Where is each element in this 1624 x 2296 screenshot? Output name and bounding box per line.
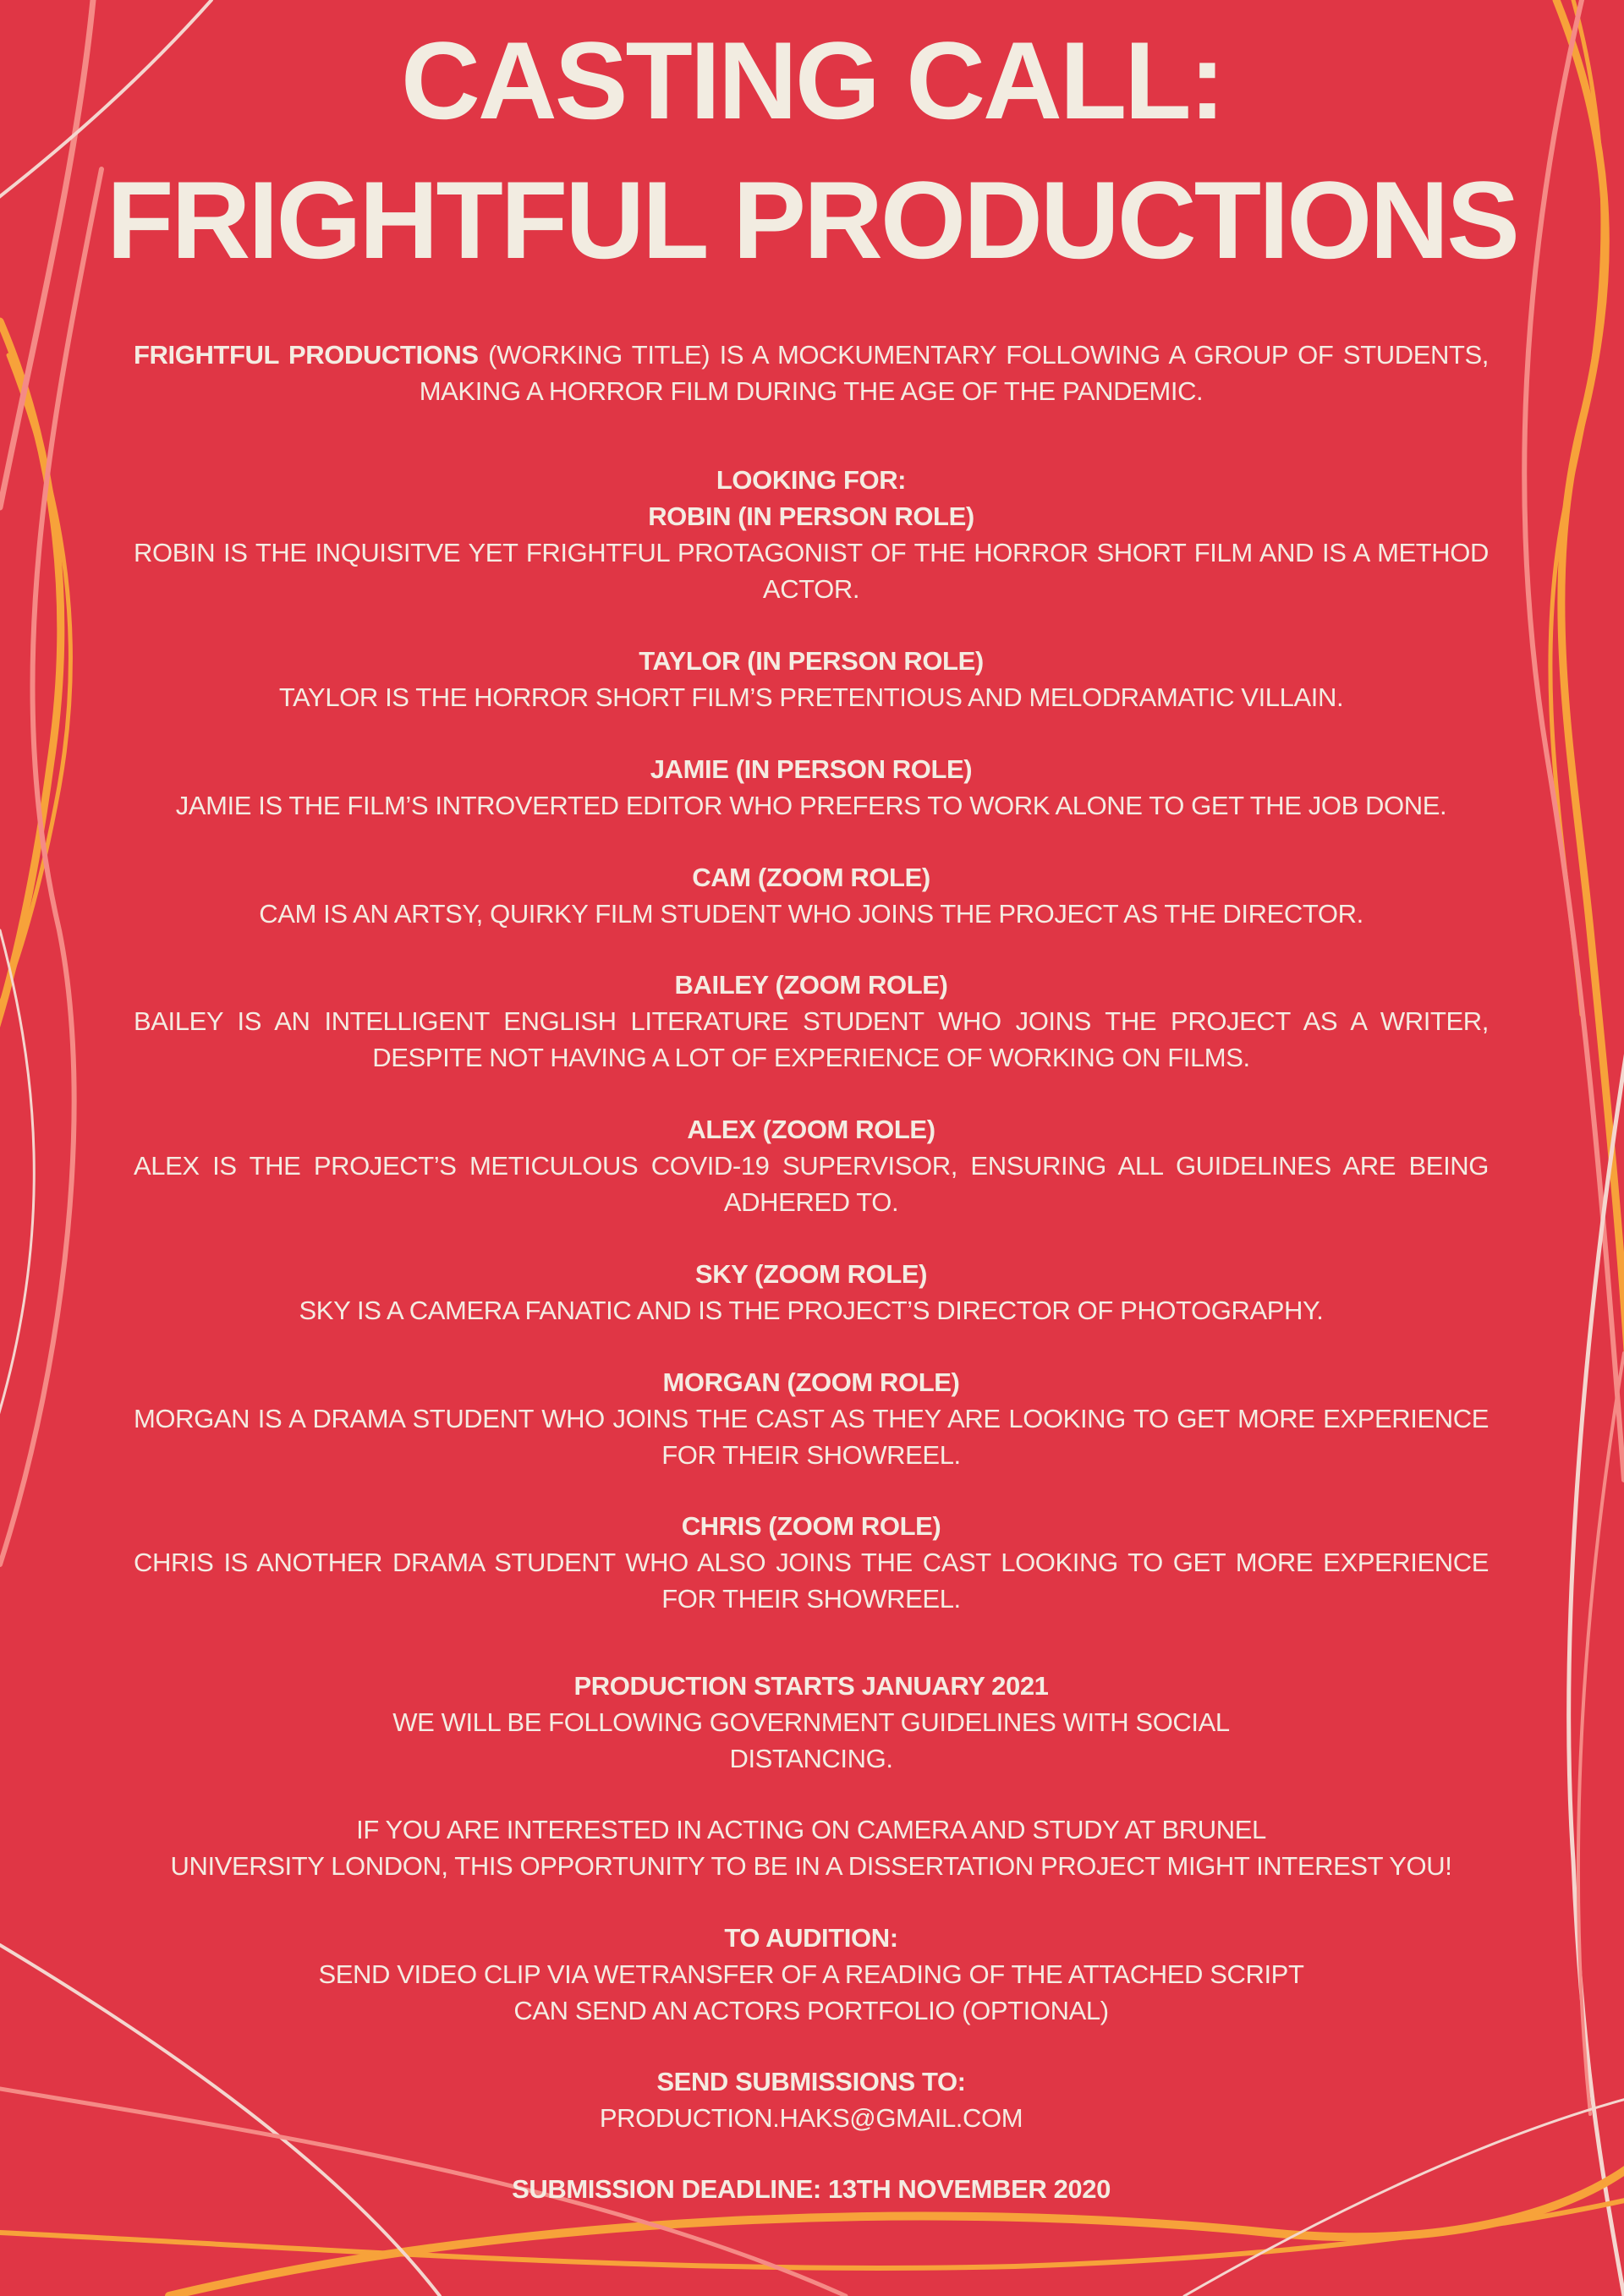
role-robin bbox=[134, 498, 1489, 607]
role-name: CHRIS (ZOOM ROLE) bbox=[681, 1511, 941, 1541]
poster-title-line-2: FRIGHTFUL PRODUCTIONS bbox=[107, 158, 1517, 282]
role-bailey bbox=[134, 967, 1489, 1076]
role-name: ROBIN (IN PERSON ROLE) bbox=[648, 501, 974, 531]
intro-paragraph bbox=[134, 337, 1489, 409]
audition-line-1: SEND VIDEO CLIP VIA WETRANSFER OF A READING OF THE ATTACHED SCRIPT bbox=[318, 1959, 1304, 1989]
interest-section bbox=[134, 1811, 1489, 1884]
intro-bold-title: FRIGHTFUL PRODUCTIONS bbox=[134, 340, 479, 370]
intro-text: (WORKING TITLE) IS A MOCKUMENTARY FOLLOWING A GROUP OF STUDENTS, MAKING A HORROR FILM DURING THE AGE OF THE PANDEMIC. bbox=[419, 340, 1489, 406]
production-line-2: DISTANCING. bbox=[729, 1744, 893, 1773]
role-chris bbox=[134, 1508, 1489, 1617]
interest-line-1: IF YOU ARE INTERESTED IN ACTING ON CAMERA AND STUDY AT BRUNEL bbox=[356, 1815, 1266, 1844]
production-line-1: WE WILL BE FOLLOWING GOVERNMENT GUIDELINES WITH SOCIAL bbox=[392, 1707, 1230, 1737]
audition-line-2: CAN SEND AN ACTORS PORTFOLIO (OPTIONAL) bbox=[513, 1996, 1109, 2025]
role-description: ALEX IS THE PROJECT’S METICULOUS COVID-19 SUPERVISOR, ENSURING ALL GUIDELINES ARE BEING ADHERED TO. bbox=[134, 1151, 1489, 1217]
role-name: ALEX (ZOOM ROLE) bbox=[687, 1115, 935, 1144]
role-description: SKY IS A CAMERA FANATIC AND IS THE PROJECT’S DIRECTOR OF PHOTOGRAPHY. bbox=[299, 1296, 1324, 1325]
role-name: TAYLOR (IN PERSON ROLE) bbox=[639, 646, 984, 676]
audition-section bbox=[134, 1920, 1489, 2029]
role-sky bbox=[134, 1256, 1489, 1329]
poster-title-line-1: CASTING CALL: bbox=[401, 19, 1223, 142]
role-description: CHRIS IS ANOTHER DRAMA STUDENT WHO ALSO JOINS THE CAST LOOKING TO GET MORE EXPERIENCE FOR THEIR SHOWREEL. bbox=[134, 1548, 1489, 1614]
production-section bbox=[134, 1668, 1489, 1777]
role-description: CAM IS AN ARTSY, QUIRKY FILM STUDENT WHO JOINS THE PROJECT AS THE DIRECTOR. bbox=[259, 899, 1363, 929]
role-name: SKY (ZOOM ROLE) bbox=[694, 1259, 928, 1289]
role-description: ROBIN IS THE INQUISITVE YET FRIGHTFUL PROTAGONIST OF THE HORROR SHORT FILM AND IS A METHOD ACTOR. bbox=[134, 538, 1489, 604]
role-alex bbox=[134, 1111, 1489, 1220]
looking-for-heading: LOOKING FOR: bbox=[716, 465, 907, 495]
role-morgan bbox=[134, 1364, 1489, 1473]
role-description: MORGAN IS A DRAMA STUDENT WHO JOINS THE CAST AS THEY ARE LOOKING TO GET MORE EXPERIENCE FOR THEIR SHOWREEL. bbox=[134, 1404, 1489, 1470]
interest-line-2: UNIVERSITY LONDON, THIS OPPORTUNITY TO BE IN A DISSERTATION PROJECT MIGHT INTEREST YOU! bbox=[170, 1851, 1452, 1881]
submissions-heading: SEND SUBMISSIONS TO: bbox=[656, 2067, 966, 2096]
role-description: JAMIE IS THE FILM’S INTROVERTED EDITOR WHO PREFERS TO WORK ALONE TO GET THE JOB DONE. bbox=[175, 791, 1447, 820]
submissions-section bbox=[134, 2063, 1489, 2136]
role-name: JAMIE (IN PERSON ROLE) bbox=[650, 754, 973, 784]
role-cam bbox=[134, 859, 1489, 932]
role-name: MORGAN (ZOOM ROLE) bbox=[662, 1367, 960, 1397]
submission-email: PRODUCTION.HAKS@GMAIL.COM bbox=[599, 2103, 1023, 2133]
brush-stroke-right-pink-2 bbox=[1578, 1353, 1624, 2114]
production-heading: PRODUCTION STARTS JANUARY 2021 bbox=[573, 1671, 1049, 1701]
role-description: BAILEY IS AN INTELLIGENT ENGLISH LITERATURE STUDENT WHO JOINS THE PROJECT AS A WRITER, DESPITE NOT HAVING A LOT OF EXPERIENCE OF WORKING ON FILMS. bbox=[134, 1006, 1489, 1072]
submission-deadline: SUBMISSION DEADLINE: 13TH NOVEMBER 2020 bbox=[512, 2174, 1111, 2204]
role-description: TAYLOR IS THE HORROR SHORT FILM’S PRETENTIOUS AND MELODRAMATIC VILLAIN. bbox=[278, 682, 1344, 712]
brush-stroke-right-orange-2 bbox=[1550, 0, 1603, 1015]
role-jamie bbox=[134, 751, 1489, 824]
role-taylor bbox=[134, 643, 1489, 715]
role-name: CAM (ZOOM ROLE) bbox=[692, 863, 930, 892]
audition-heading: TO AUDITION: bbox=[724, 1923, 898, 1953]
role-name: BAILEY (ZOOM ROLE) bbox=[674, 970, 948, 1000]
